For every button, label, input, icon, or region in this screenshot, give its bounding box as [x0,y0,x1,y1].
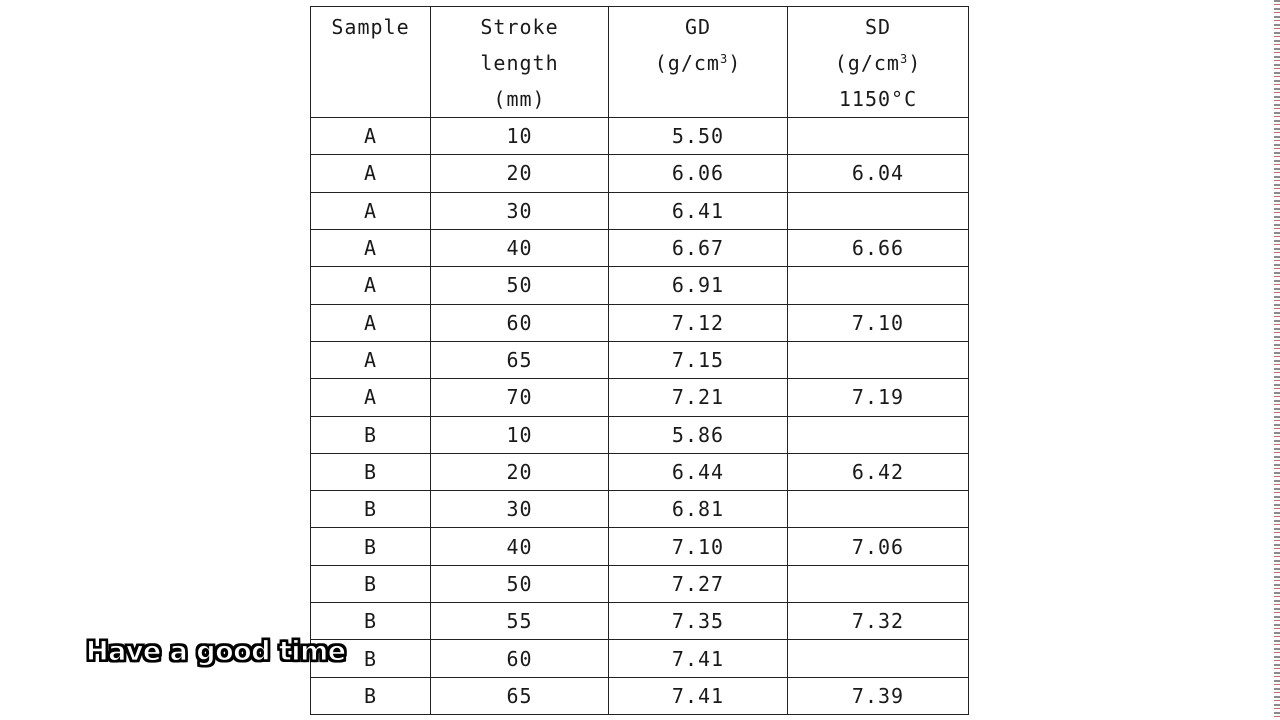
cell-sample: A [311,118,431,155]
cell-sd [788,565,969,602]
cell-stroke-length: 55 [431,603,609,640]
table-row [311,229,969,266]
cell-stroke-length: 60 [431,304,609,341]
table-row [311,640,969,677]
cell-stroke-length: 30 [431,192,609,229]
table-row [311,565,969,602]
table-row [311,267,969,304]
cell-sample: A [311,304,431,341]
header-gd-unit-sup: 3 [719,52,729,66]
density-table-container [310,6,968,715]
header-stroke-line: Stroke [480,15,559,39]
cell-sd: 6.66 [788,229,969,266]
cell-stroke-length: 10 [431,118,609,155]
cell-stroke-length: 20 [431,155,609,192]
header-stroke-length [431,7,609,118]
cell-gd: 6.44 [609,453,788,490]
cell-sample: B [311,453,431,490]
table-row [311,379,969,416]
cell-sd [788,192,969,229]
cell-gd: 6.41 [609,192,788,229]
table-row [311,491,969,528]
cell-sd [788,341,969,378]
table-row [311,192,969,229]
cell-sample: A [311,341,431,378]
cell-sd [788,118,969,155]
header-gd-unit-pre: (g/cm [654,51,720,75]
density-table [310,6,969,715]
cell-sample: B [311,677,431,714]
cell-sample: B [311,640,431,677]
header-sd [788,7,969,118]
cell-gd: 7.12 [609,304,788,341]
cell-gd: 7.21 [609,379,788,416]
cell-stroke-length: 65 [431,341,609,378]
header-sd-unit [788,45,968,81]
cell-stroke-length: 10 [431,416,609,453]
header-stroke-line: length [480,51,559,75]
cell-sd: 7.19 [788,379,969,416]
cell-stroke-length: 60 [431,640,609,677]
header-sample [311,7,431,118]
header-sd-unit-post: ) [908,51,922,75]
cell-sd [788,416,969,453]
cell-sd: 7.06 [788,528,969,565]
cell-sd: 7.39 [788,677,969,714]
header-sd-name: SD [864,15,892,39]
cell-stroke-length: 30 [431,491,609,528]
table-row [311,304,969,341]
cell-stroke-length: 50 [431,267,609,304]
cell-sample: B [311,491,431,528]
cell-stroke-length: 40 [431,528,609,565]
cell-gd: 6.81 [609,491,788,528]
cell-gd: 7.27 [609,565,788,602]
header-gd [609,7,788,118]
cell-sd: 7.10 [788,304,969,341]
cell-sample: A [311,229,431,266]
cell-sample: B [311,528,431,565]
cell-sample: B [311,603,431,640]
cell-stroke-length: 50 [431,565,609,602]
cell-sd [788,267,969,304]
table-row [311,453,969,490]
cell-gd: 6.06 [609,155,788,192]
header-sd-unit-pre: (g/cm [834,51,900,75]
cell-stroke-length: 70 [431,379,609,416]
header-gd-unit-post: ) [728,51,742,75]
header-sample-line: Sample [331,15,410,39]
header-sd-unit-sup: 3 [899,52,909,66]
edge-scan-artifact [1274,0,1280,720]
table-row [311,155,969,192]
header-gd-unit [609,45,787,81]
table-row [311,118,969,155]
table-row [311,603,969,640]
cell-stroke-length: 20 [431,453,609,490]
cell-sd [788,640,969,677]
cell-sample: A [311,267,431,304]
cell-sample: B [311,565,431,602]
cell-sd: 6.42 [788,453,969,490]
header-sd-temperature: 1150°C [838,87,918,111]
cell-sample: A [311,379,431,416]
header-gd-name: GD [684,15,712,39]
header-stroke-unit: (mm) [493,87,546,111]
cell-gd: 6.67 [609,229,788,266]
cell-sd: 7.32 [788,603,969,640]
cell-sd [788,491,969,528]
cell-gd: 7.35 [609,603,788,640]
cell-sample: B [311,416,431,453]
cell-gd: 5.86 [609,416,788,453]
cell-sample: A [311,192,431,229]
table-header-row [311,7,969,118]
table-row [311,528,969,565]
video-subtitle: Have a good time [86,636,346,667]
cell-gd: 7.41 [609,677,788,714]
cell-sd: 6.04 [788,155,969,192]
cell-gd: 7.10 [609,528,788,565]
cell-stroke-length: 40 [431,229,609,266]
table-row [311,677,969,714]
cell-stroke-length: 65 [431,677,609,714]
cell-gd: 6.91 [609,267,788,304]
table-row [311,416,969,453]
cell-sample: A [311,155,431,192]
table-row [311,341,969,378]
cell-gd: 7.41 [609,640,788,677]
cell-gd: 7.15 [609,341,788,378]
cell-gd: 5.50 [609,118,788,155]
